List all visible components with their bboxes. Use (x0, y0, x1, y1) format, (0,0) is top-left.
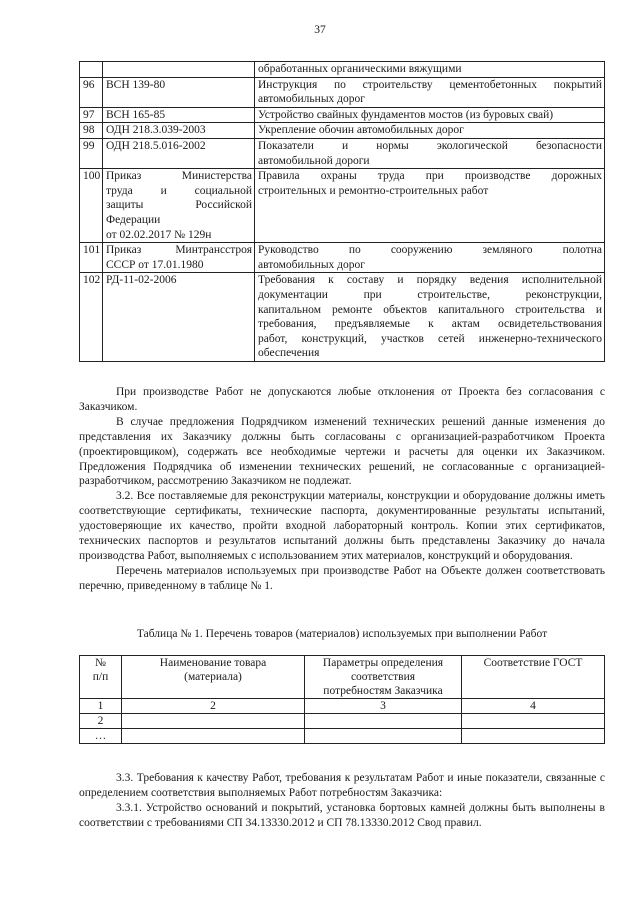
document-code: ОДН 218.3.039-2003 (103, 123, 255, 139)
table-cell: 3 (305, 699, 462, 714)
title-line: обеспечения (258, 347, 320, 360)
table-row (80, 699, 605, 714)
references-table (79, 61, 605, 362)
header-num (80, 656, 122, 699)
code-line: Федерации (106, 213, 161, 226)
title-line: автомобильных дорог (258, 93, 365, 106)
table-cell (122, 729, 305, 744)
body-section-2 (79, 771, 605, 831)
table-cell: … (80, 729, 122, 744)
document-title (255, 243, 605, 273)
row-number: 96 (80, 77, 103, 107)
table-caption: Таблица № 1. Перечень товаров (материалов) используемых при выполнении Работ (136, 628, 548, 640)
header-line: Соответствие ГОСТ (483, 657, 583, 669)
header-line: (материала) (184, 671, 242, 683)
paragraph: 3.2. Все поставляемые для реконструкции материалы, конструкции и оборудование должны иметь соответствующие сертификаты, технические паспорта, документированные результаты испытаний, удостоверяющие их качество, пройти входной лабораторный контроль. Копии этих сертификатов, технических паспортов и результатов испытаний должны быть представлены Заказчику до начала производства Работ, выполняемых с использованием этих материалов, конструкций и оборудования. (79, 490, 605, 562)
table-cell: 2 (122, 699, 305, 714)
title-line: работ, конструкций, участков сетей инженерно-технического (258, 332, 602, 345)
title-line: автомобильных дорог (258, 258, 365, 271)
document-title (255, 107, 605, 123)
row-number: 97 (80, 107, 103, 123)
document-title (255, 77, 605, 107)
table-cell (122, 714, 305, 729)
document-code: РД-11-02-2006 (103, 273, 255, 362)
table-row (80, 107, 605, 123)
table-row (80, 273, 605, 362)
code-line: СССР от 17.01.1980 (106, 258, 204, 271)
header-line: п/п (92, 671, 109, 683)
table-cell (462, 714, 605, 729)
document-title (255, 123, 605, 139)
code-line: труда и социальной (106, 184, 252, 197)
table-row (80, 123, 605, 139)
header-line: потребностям Заказчика (323, 685, 443, 697)
document-title (255, 138, 605, 168)
document-code (103, 169, 255, 243)
table-cell (305, 714, 462, 729)
title-line: строительных и ремонтно-строительных работ (258, 184, 489, 197)
header-line: Наименование товара (159, 657, 267, 669)
document-title (255, 62, 605, 78)
table-row (80, 138, 605, 168)
document-title (255, 273, 605, 362)
row-number: 102 (80, 273, 103, 362)
row-number: 101 (80, 243, 103, 273)
title-line: требования, предъявляемые к актам освидетельствования (258, 318, 602, 331)
header-params (305, 656, 462, 699)
title-line: Руководство по сооружению земляного полотна (258, 244, 602, 257)
title-line: обработанных органическими вяжущими (258, 63, 462, 75)
header-line: Параметры определения (322, 657, 444, 669)
row-number: 99 (80, 138, 103, 168)
title-line: документации при строительстве, реконструкции, (258, 288, 602, 301)
paragraph: В случае предложения Подрядчиком изменений технических решений данные изменения до представления их Заказчику должны быть согласованы с организацией-разработчиком Проекта (проектировщиком), содержать все необходимые чертежи и расчеты для оценки их Заказчиком. Предложения Подрядчика об изменении технических решений, не согласованные с организацией-разработчиком, рассмотрению Заказчиком не подлежат. (79, 415, 605, 488)
code-line: Приказ Минтрансстроя (106, 244, 252, 257)
code-line: защиты Российской (106, 199, 252, 212)
row-number (80, 62, 103, 78)
paragraph: 3.3.1. Устройство оснований и покрытий, установка бортовых камней должны быть выполнены в соответствии с требованиями СП 34.13330.2012 и СП 78.13330.2012 Свод правил. (79, 801, 605, 829)
table-row (80, 77, 605, 107)
title-line: Укрепление обочин автомобильных дорог (258, 124, 464, 137)
table-cell (305, 729, 462, 744)
paragraph: Перечень материалов используемых при производстве Работ на Объекте должен соответствовать перечню, приведенному в таблице № 1. (79, 564, 605, 592)
row-number: 98 (80, 123, 103, 139)
table-row (80, 169, 605, 243)
document-code: ВСН 139-80 (103, 77, 255, 107)
goods-table (79, 655, 605, 744)
header-line: соответствия (350, 671, 416, 683)
header-line: № (95, 657, 106, 669)
header-name (122, 656, 305, 699)
title-line: Устройство свайных фундаментов мостов (из буровых свай) (258, 108, 554, 121)
header-gost (462, 656, 605, 699)
document-code (103, 62, 255, 78)
table-cell: 2 (80, 714, 122, 729)
paragraph: При производстве Работ не допускаются любые отклонения от Проекта без согласования с Заказчиком. (79, 386, 605, 413)
table-cell (462, 729, 605, 744)
table-cell: 1 (80, 699, 122, 714)
paragraph: 3.3. Требования к качеству Работ, требования к результатам Работ и иные показатели, связанные с определением соответствия выполняемых Работ потребностям Заказчика: (79, 772, 605, 799)
title-line: Требования к составу и порядку ведения исполнительной (258, 274, 602, 287)
table-row (80, 62, 605, 78)
title-line: автомобильной дороги (258, 154, 370, 167)
title-line: Инструкция по строительству цементобетонных покрытий (258, 78, 602, 91)
page-number: 37 (314, 24, 326, 36)
code-line: от 02.02.2017 № 129н (106, 228, 212, 241)
goods-header-row (80, 656, 605, 699)
document-code: ОДН 218.5.016-2002 (103, 138, 255, 168)
document-code (103, 243, 255, 273)
table-row (80, 729, 605, 744)
table-row (80, 714, 605, 729)
title-line: капитальном ремонте объектов капитального строительства и (258, 303, 602, 316)
table-cell: 4 (462, 699, 605, 714)
document-code: ВСН 165-85 (103, 107, 255, 123)
body-section-1 (79, 385, 605, 594)
title-line: Показатели и нормы экологической безопасности (258, 139, 602, 152)
code-line: Приказ Министерства (106, 170, 252, 183)
table-row (80, 243, 605, 273)
title-line: Правила охраны труда при производстве дорожных (258, 170, 602, 183)
document-title (255, 169, 605, 243)
row-number: 100 (80, 169, 103, 243)
